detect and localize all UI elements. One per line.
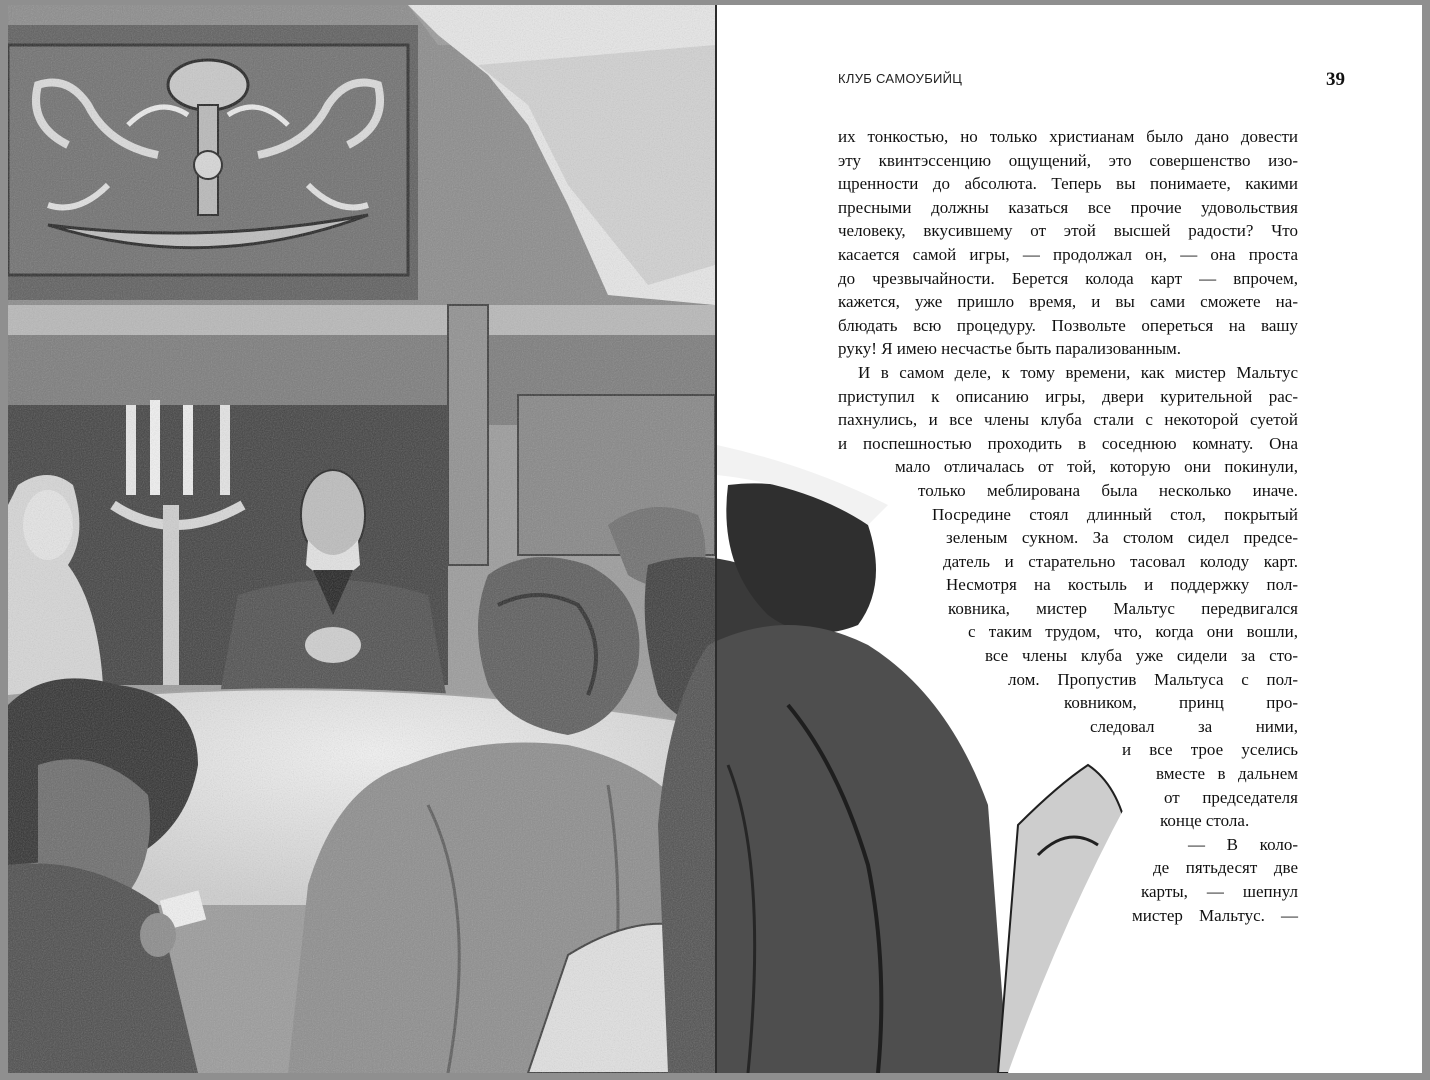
text-line: — В коло- — [1188, 834, 1298, 854]
text-line: все члены клуба уже сидели за сто- — [985, 646, 1298, 666]
text-line: касается самой игры, — продолжал он, — она проста — [838, 244, 1298, 264]
text-line: ковника, мистер Мальтус передвигался — [948, 598, 1298, 618]
running-title: КЛУБ САМОУБИЙЦ — [838, 71, 963, 86]
text-line: до чрезвычайности. Берется колода карт — впрочем, — [838, 268, 1298, 288]
text-line: и все трое уселись — [1122, 740, 1298, 760]
text-line: де пятьдесят две — [1153, 858, 1298, 878]
text-line: с таким трудом, что, когда они вошли, — [968, 622, 1298, 642]
text-line: приступил к описанию игры, двери курительной рас- — [838, 386, 1298, 406]
text-line: пахнулись, и все члены клуба стали с некоторой суетой — [838, 410, 1298, 430]
text-line: датель и старательно тасовал колоду карт. — [943, 551, 1298, 571]
text-line: руку! Я имею несчастье быть парализованным. — [838, 339, 1182, 359]
text-line: кажется, уже пришло время, и вы сами сможете на- — [838, 292, 1298, 312]
text-line: их тонкостью, но только христианам было дано довести — [838, 127, 1298, 146]
text-line: мистер Мальтус. — — [1132, 905, 1298, 925]
text-line: человеку, вкусившему от этой высшей радости? Что — [838, 221, 1298, 241]
text-line: Посредине стоял длинный стол, покрытый — [932, 504, 1298, 524]
text-line: щренности до абсолюта. Теперь вы понимаете, какими — [838, 174, 1298, 194]
text-line: лом. Пропустив Мальтуса с пол- — [1008, 669, 1298, 689]
text-line: конце стола. — [1160, 811, 1250, 831]
text-line: вместе в дальнем — [1156, 764, 1298, 784]
page-gutter — [715, 5, 717, 1073]
text-line: пресными должны казаться все прочие удовольствия — [838, 197, 1298, 217]
body-text — [838, 125, 1298, 927]
text-line: блюдать всю процедуру. Позвольте опереться на вашу — [838, 315, 1298, 335]
text-line: только меблирована была несколько иначе. — [918, 480, 1298, 500]
book-spread — [8, 5, 1422, 1073]
text-line: Несмотря на костыль и поддержку пол- — [946, 575, 1298, 595]
text-line: зеленым сукном. За столом сидел предсе- — [946, 528, 1298, 548]
text-line: эту квинтэссенцию ощущений, это совершенство изо- — [838, 150, 1298, 170]
text-line: карты, — шепнул — [1141, 882, 1298, 901]
text-line: ковником, принц про- — [1064, 693, 1298, 713]
text-line: следовал за ними, — [1090, 716, 1298, 736]
text-line: мало отличалась от той, которую они покинули, — [895, 457, 1298, 477]
text-line: от председателя — [1164, 787, 1298, 807]
page-number: 39 — [1326, 69, 1345, 90]
text-line: и поспешностью проходить в соседнюю комнату. Она — [838, 433, 1298, 453]
text-line: И в самом деле, к тому времени, как мистер Мальтус — [858, 362, 1298, 382]
